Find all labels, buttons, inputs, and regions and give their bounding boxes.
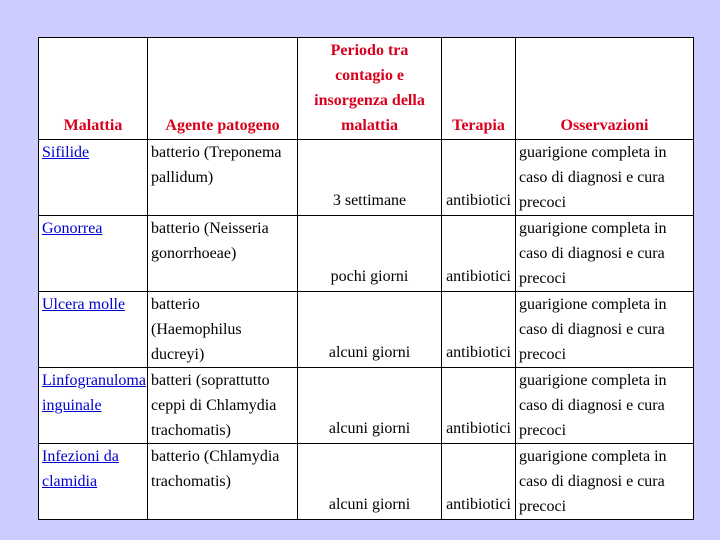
cell-malattia [39, 140, 148, 216]
cell-malattia [39, 216, 148, 292]
cell-agente: batterio (Chlamydia trachomatis) [148, 444, 298, 520]
cell-osservazioni: guarigione completa in caso di diagnosi e cura precoci [516, 140, 694, 216]
cell-osservazioni: guarigione completa in caso di diagnosi e cura precoci [516, 216, 694, 292]
disease-link[interactable]: Ulcera molle [42, 296, 126, 313]
header-periodo: Periodo tra contagio e insorgenza della malattia [298, 38, 442, 140]
disease-link[interactable]: Gonorrea [42, 220, 103, 237]
cell-terapia: antibiotici [442, 444, 516, 520]
cell-periodo: alcuni giorni [298, 292, 442, 368]
cell-osservazioni: guarigione completa in caso di diagnosi e cura precoci [516, 444, 694, 520]
table-row [39, 216, 694, 292]
cell-agente: batterio (Haemophilus ducreyi) [148, 292, 298, 368]
header-terapia: Terapia [442, 38, 516, 140]
cell-periodo: alcuni giorni [298, 368, 442, 444]
disease-link[interactable]: Infezioni da clamidia [42, 448, 119, 490]
header-osservazioni: Osservazioni [516, 38, 694, 140]
table-row [39, 444, 694, 520]
cell-periodo: pochi giorni [298, 216, 442, 292]
table-row [39, 292, 694, 368]
cell-periodo: alcuni giorni [298, 444, 442, 520]
cell-malattia [39, 368, 148, 444]
cell-agente: batteri (soprattutto ceppi di Chlamydia trachomatis) [148, 368, 298, 444]
disease-link[interactable]: Linfogranuloma inguinale [42, 372, 146, 414]
table-row [39, 368, 694, 444]
table-row [39, 140, 694, 216]
header-malattia: Malattia [39, 38, 148, 140]
cell-agente: batterio (Treponema pallidum) [148, 140, 298, 216]
cell-malattia [39, 444, 148, 520]
cell-terapia: antibiotici [442, 216, 516, 292]
disease-table [38, 37, 694, 520]
cell-osservazioni: guarigione completa in caso di diagnosi e cura precoci [516, 292, 694, 368]
cell-malattia [39, 292, 148, 368]
cell-terapia: antibiotici [442, 292, 516, 368]
disease-link[interactable]: Sifilide [42, 144, 90, 161]
table-header-row [39, 38, 694, 140]
cell-osservazioni: guarigione completa in caso di diagnosi e cura precoci [516, 368, 694, 444]
cell-terapia: antibiotici [442, 368, 516, 444]
cell-terapia: antibiotici [442, 140, 516, 216]
cell-agente: batterio (Neisseria gonorrhoeae) [148, 216, 298, 292]
cell-periodo: 3 settimane [298, 140, 442, 216]
header-agente-patogeno: Agente patogeno [148, 38, 298, 140]
